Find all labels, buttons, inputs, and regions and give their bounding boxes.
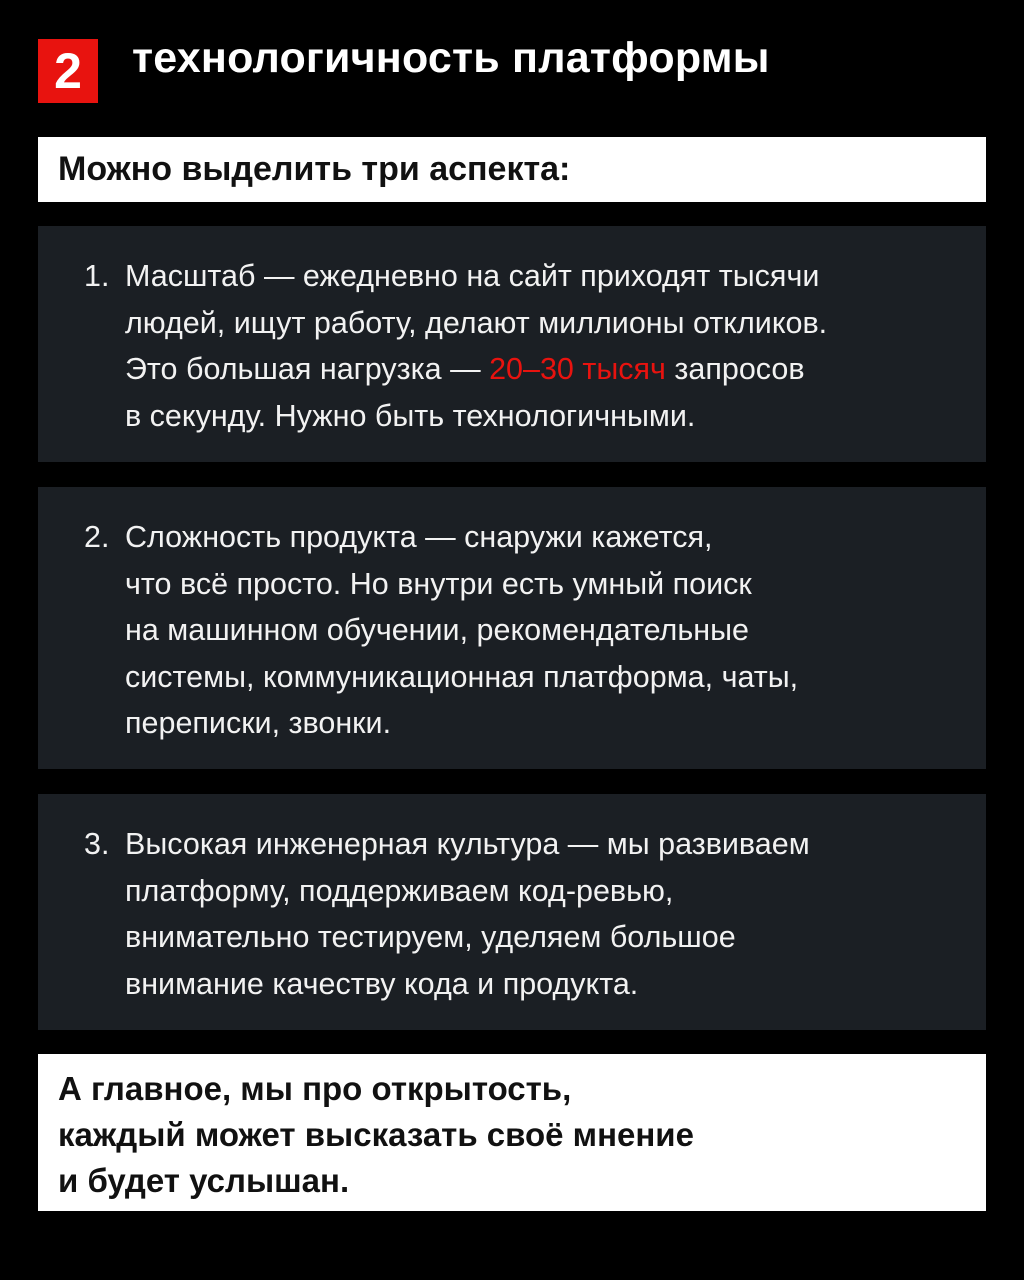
- text-line: на машинном обучении, рекомендательные: [125, 613, 749, 647]
- aspect-card-scale: [38, 226, 986, 462]
- text-line: платформу, поддерживаем код-ревью,: [125, 873, 674, 908]
- aspect-card-complexity: [38, 487, 986, 769]
- list-item-text: [125, 514, 956, 747]
- text-line: системы, коммуникационная платформа, чаты,: [125, 659, 799, 694]
- text-line: Высокая инженерная культура — мы развиваем: [125, 827, 810, 861]
- text-line: в секунду. Нужно быть технологичными.: [125, 398, 696, 433]
- conclusion-line: каждый может высказать своё мнение: [58, 1116, 694, 1153]
- text-line: что всё просто. Но внутри есть умный поиск: [125, 566, 752, 601]
- list-item: [84, 253, 956, 439]
- text-line: внимательно тестируем, уделяем большое: [125, 920, 736, 954]
- text-fragment: запросов: [674, 352, 805, 386]
- conclusion-line: и будет услышан.: [58, 1162, 350, 1199]
- subtitle-panel: [38, 137, 986, 202]
- list-item-number: 3.: [84, 827, 110, 861]
- text-line: внимание качеству кода и продукта.: [125, 966, 639, 1001]
- conclusion-panel: [38, 1054, 986, 1211]
- aspect-card-culture: [38, 794, 986, 1030]
- conclusion-line: А главное, мы про открытость,: [58, 1070, 572, 1107]
- list-item: [84, 821, 956, 1007]
- list-item-number: 1.: [84, 259, 110, 293]
- list-item-text: [125, 821, 956, 1007]
- text-line: Сложность продукта — снаружи кажется,: [125, 520, 713, 554]
- text-fragment: Это большая нагрузка —: [125, 352, 481, 386]
- page-title: технологичность платформы: [132, 34, 770, 82]
- subtitle-text: Можно выделить три аспекта:: [58, 150, 571, 188]
- text-line: [125, 346, 956, 393]
- highlighted-figure: 20–30 тысяч: [489, 352, 666, 386]
- section-number-badge: 2: [38, 39, 98, 103]
- text-line: Масштаб — ежедневно на сайт приходят тысячи: [125, 259, 820, 293]
- list-item-number: 2.: [84, 520, 110, 554]
- list-item: [84, 514, 956, 747]
- text-line: людей, ищут работу, делают миллионы откликов.: [125, 305, 828, 340]
- list-item-text: [125, 253, 956, 439]
- text-line: переписки, звонки.: [125, 706, 392, 740]
